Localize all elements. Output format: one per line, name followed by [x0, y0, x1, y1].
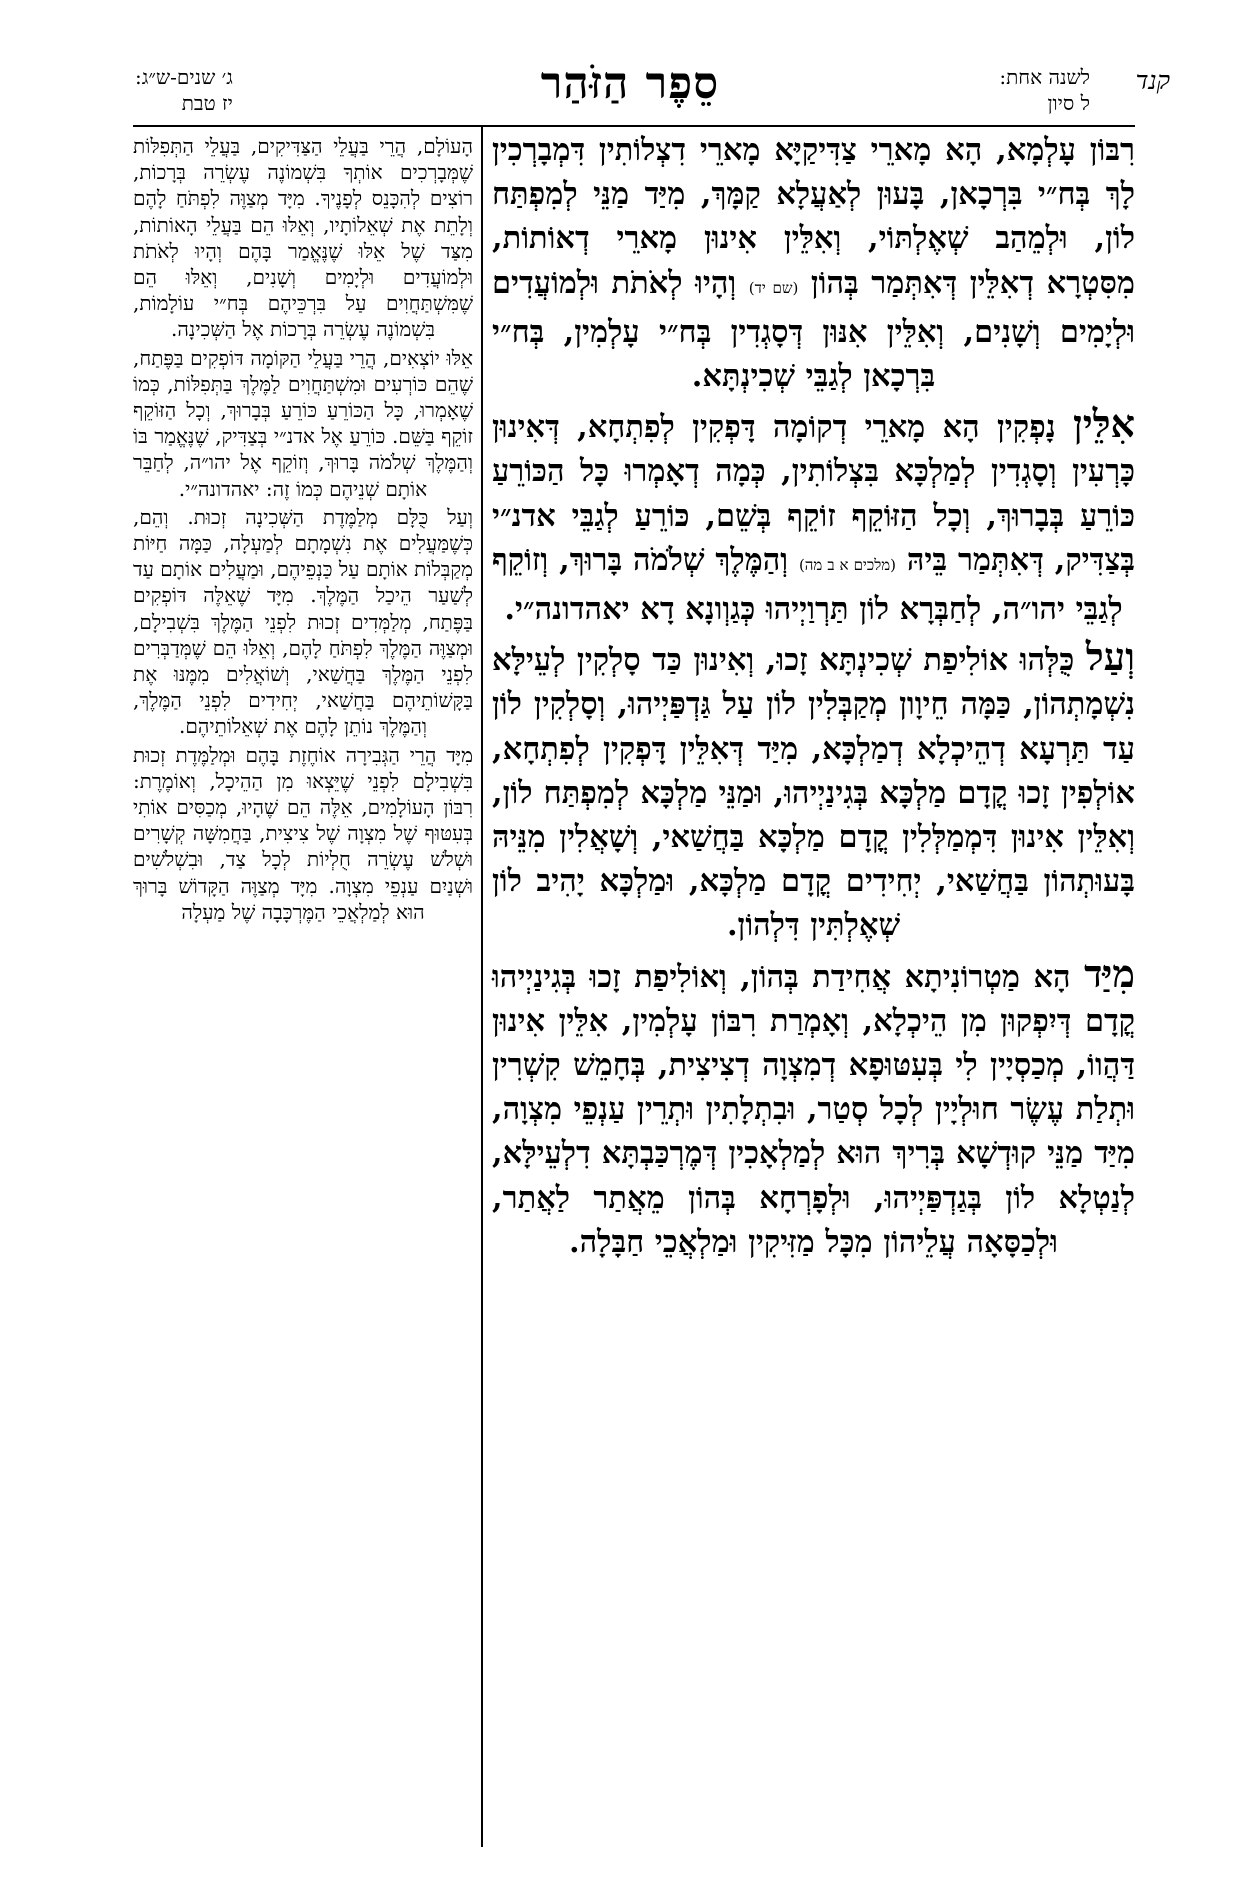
- date-left: יז טבת: [181, 91, 233, 115]
- hebrew-translation-column: [133, 133, 473, 927]
- section-label: ג׳ שנים-ש״ג:: [135, 65, 233, 89]
- date-right: ל סיון: [1047, 91, 1090, 115]
- main-paragraph-2-cont: וְהַמֶּלֶךְ שְׁלֹמֹה בָּרוּךְ, וְזוֹקֵף לְגַבֵּי יהו״ה, לְחַבְּרָא לוֹן תַּרְוַיְיהוּ כְּגַוְונָא דָא יאהדונה״י.: [492, 541, 1123, 628]
- opening-word: אִלֵּין: [1072, 401, 1135, 447]
- page-number: קנד: [1135, 66, 1170, 95]
- side-paragraph-2: אֵלּוּ יוֹצְאִים, הֲרֵי בַּעֲלֵי הַקּוֹמָה דּוֹפְקִים בַּפֶּתַח, שֶׁהֵם כּוֹרְעִים וּמִשְׁתַּחֲוִים לַמֶּלֶךְ בַּתְּפִלּוֹת, כְּמוֹ שֶׁאָמְרוּ, כָּל הַכּוֹרֵעַ כּוֹרֵעַ בְּבָרוּךְ, וְכָל הַזּוֹקֵף זוֹקֵף בַּשֵּׁם. כּוֹרֵעַ אֶל אדנ״י בְּצַדִּיק, שֶׁנֶּאֱמַר בּוֹ וְהַמֶּלֶךְ שְׁלֹמֹה בָּרוּךְ, וְזוֹקֵף אֶל יהו״ה, לְחַבֵּר אוֹתָם שְׁנֵיהֶם כְּמוֹ זֶה: יאהדונה״י.: [133, 345, 473, 501]
- main-paragraph-2-text: נָפְקִין הָא מָארֵי דְקוֹמָה דָּפְקִין לְפִתְחָא, דְּאִינוּן כָּרְעִין וְסָגְדִין לְמַלְכָּא בִּצְלוֹתִין, כְּמָה דְאָמְרוּ כָּל הַכּוֹרֵעַ כּוֹרֵעַ בְּבָרוּךְ, וְכָל הַזּוֹקֵף זוֹקֵף בְּשֵׁם, כּוֹרֵעַ לְגַבֵּי אדנ״י בְּצַדִּיק, דְּאִתְּמַר בֵּיהּ: [492, 409, 1136, 578]
- main-paragraph-3: [492, 635, 1135, 947]
- aramaic-text-column: [492, 128, 1135, 1268]
- main-paragraph-1-text: רִבּוֹן עָלְמָא, הָא מָארֵי צַדִּיקַיָּא מָארֵי דִצְלוֹתִין דִּמְבָרְכִין לָךְ בְּח״י בִּרְכָאן, בָּעוּן לְאַעֲלָא קַמָּךְ, מִיַּד מַנֵּי לְמִפְתַּח לוֹן, וּלְמֵהַב שְׁאֶלְתּוֹי, וְאִלֵּין אִינוּן מָארֵי דְאוֹתוֹת, מִסִּטְרָא דְאִלֵּין דְּאִתְּמַר בְּהוֹן: [492, 132, 1135, 301]
- opening-word: וְעַל: [1085, 634, 1135, 680]
- verse-citation: (מלכים א ב מה): [798, 555, 896, 574]
- column-divider: [481, 127, 483, 1847]
- main-paragraph-2: [492, 402, 1135, 631]
- main-paragraph-1-cont: וְהָיוּ לְאֹתֹת וּלְמוֹעֲדִים וּלְיָמִים וְשָׁנִים, וְאִלֵּין אִנּוּן דְּסָגְדִין בְּח״י עָלְמִין, בְּח״י בִּרְכָאן לְגַבֵּי שְׁכִינְתָּא.: [492, 264, 1135, 395]
- main-paragraph-1: [492, 128, 1135, 398]
- main-paragraph-4-text: הָא מַטְרוֹנִיתָא אֲחִידַת בְּהוֹן, וְאוֹלִיפַת זָכוּ בְּגִינַיְיהוּ קֳדָם דְּיִפְקוּן מִן הֵיכְלָא, וְאָמְרַת רִבּוֹן עָלְמִין, אִלֵּין אִינוּן דַּהֲווֹ, מְכַסְיָין לִי בְּעִטּוּפָא דְמִצְוָה דְצִיצִית, בְּחָמֵשׁ קִשְׁרִין וּתְלַת עֶשֶׂר חוּלְיָין לְכָל סְטַר, וּבִתְלָתִין וּתְרֵין עַנְפֵי מִצְוָה, מִיַּד מַנֵּי קוּדְשָׁא בְּרִיךְ הוּא לְמַלְאָכִין דְּמֶרְכַּבְתָּא דִלְעֵילָּא, לְנַטְלָא לוֹן בְּגַדְפַּיְיהוּ, וּלְפָרְחָא בְּהוֹן מֵאֲתַר לַאֲתַר, וּלְכַסָּאָה עֲלֵיהוֹן מִכָּל מַזִּיקִין וּמַלְאֲכֵי חַבָּלָה.: [492, 958, 1135, 1260]
- year-label: לשנה אחת:: [999, 65, 1090, 89]
- opening-word: מִיַּד: [1084, 950, 1135, 996]
- page-header: [0, 60, 1260, 130]
- verse-citation: (שם יד): [748, 278, 799, 297]
- main-paragraph-3-text: כֻּלְּהוּ אוֹלִיפַת שְׁכִינְתָּא זָכוּ, וְאִינוּן כַּד סָלְקִין לְעֵילָּא נִשְׁמָתְהוֹן, כַּמָּה חֵיוָון מְקַבְּלִין לוֹן עַל גַּדְפַּיְיהוּ, וְסָלְקִין לוֹן עַד תַּרְעָא דְהֵיכְלָא דְמַלְכָּא, מִיַּד דְּאִלֵּין דָּפְקִין לְפִתְחָא, אוֹלְפִין זָכוּ קֳדָם מַלְכָּא בְּגִינַיְיהוּ, וּמַנֵּי מַלְכָּא לְמִפְתַּח לוֹן, וְאִלֵּין אִינוּן דִּמְמַלְּלִין קֳדָם מַלְכָּא בַּחֲשַׁאי, וְשָׁאֲלִין מִנֵּיהּ בָּעוּתְהוֹן בַּחֲשַׁאי, יְחִידִים קֳדָם מַלְכָּא, וּמַלְכָּא יָהִיב לוֹן שְׁאֶלְתִּין דִּלְהוֹן.: [492, 642, 1135, 944]
- main-paragraph-4: [492, 952, 1135, 1264]
- side-paragraph-3: וְעַל כֻּלָּם מְלַמֶּדֶת הַשְּׁכִינָה זְכוּת. וְהֵם, כְּשֶׁמַּעֲלִים אֶת נִשְׁמָתָם לְמַעְלָה, כַּמָּה חַיּוֹת מְקַבְּלוֹת אוֹתָם עַל כַּנְפֵיהֶם, וּמַעֲלִים אוֹתָם עַד לְשַׁעַר הֵיכַל הַמֶּלֶךְ. מִיָּד שֶׁאֵלֶּה דּוֹפְקִים בַּפֶּתַח, מְלַמְּדִים זְכוּת לִפְנֵי הַמֶּלֶךְ בִּשְׁבִילָם, וּמְצַוֶּה הַמֶּלֶךְ לִפְתֹּחַ לָהֶם, וְאֵלּוּ הֵם שֶׁמְּדַבְּרִים לִפְנֵי הַמֶּלֶךְ בַּחֲשַׁאי, וְשׁוֹאֲלִים מִמֶּנּוּ אֶת בַּקָּשׁוֹתֵיהֶם בַּחֲשַׁאי, יְחִידִים לִפְנֵי הַמֶּלֶךְ, וְהַמֶּלֶךְ נוֹתֵן לָהֶם אֶת שְׁאֵלוֹתֵיהֶם.: [133, 504, 473, 739]
- book-title: סֵפֶר הַזֹּהַר: [540, 58, 720, 109]
- side-paragraph-1: הָעוֹלָם, הֲרֵי בַּעֲלֵי הַצַּדִּיקִים, בַּעֲלֵי הַתְּפִלּוֹת שֶׁמְּבָרְכִים אוֹתְךָ בִּשְׁמוֹנֶה עֶשְׂרֵה בְּרָכוֹת, רוֹצִים לְהִכָּנֵס לְפָנֶיךָ. מִיָּד מְצַוֶּה לִפְתֹּחַ לָהֶם וְלָתֵת אֶת שְׁאֵלוֹתָיו, וְאֵלּוּ הֵם בַּעֲלֵי הָאוֹתוֹת, מִצַּד שֶׁל אֵלּוּ שֶׁנֶּאֱמַר בָּהֶם וְהָיוּ לְאֹתֹת וּלְמוֹעֲדִים וּלְיָמִים וְשָׁנִים, וְאֵלּוּ הֵם שֶׁמִּשְׁתַּחֲוִים עַל בִּרְכֵּיהֶם בְּח״י עוֹלָמוֹת, בִּשְׁמוֹנֶה עֶשְׂרֵה בְּרָכוֹת אֶל הַשְּׁכִינָה.: [133, 134, 473, 342]
- daily-schedule-left: [135, 64, 233, 116]
- side-paragraph-4: מִיָּד הֲרֵי הַגְּבִירָה אוֹחֶזֶת בָּהֶם וּמְלַמֶּדֶת זְכוּת בִּשְׁבִילָם לִפְנֵי שֶׁיֵּצְאוּ מִן הַהֵיכָל, וְאוֹמֶרֶת: רִבּוֹן הָעוֹלָמִים, אֵלֶּה הֵם שֶׁהָיוּ, מְכַסִּים אוֹתִי בְּעִטּוּף שֶׁל מִצְוָה שֶׁל צִיצִית, בַּחֲמִשָּׁה קְשָׁרִים וּשְׁלֹשׁ עֶשְׂרֵה חֻלְיוֹת לְכָל צַד, וּבִשְׁלֹשִׁים וּשְׁנַיִם עַנְפֵי מִצְוָה. מִיָּד מְצַוֶּה הַקָּדוֹשׁ בָּרוּךְ הוּא לְמַלְאֲכֵי הַמֶּרְכָּבָה שֶׁל מַעְלָה: [133, 742, 473, 924]
- header-rule: [133, 125, 1135, 127]
